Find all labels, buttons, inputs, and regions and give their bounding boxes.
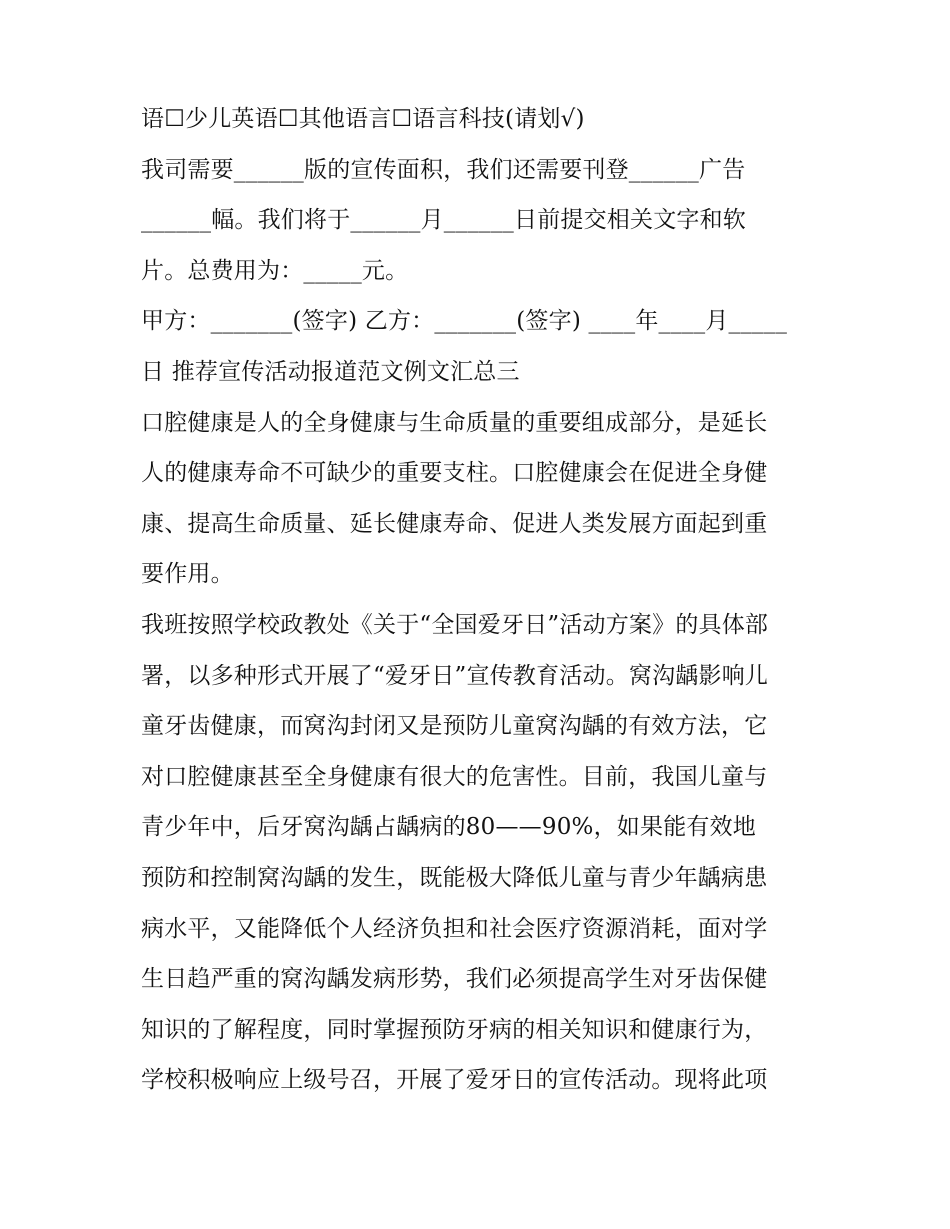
section-heading: 日 推荐宣传活动报道范文例文汇总三 [141, 358, 520, 385]
text-line: 童牙齿健康，而窝沟封闭又是预防儿童窝沟龋的有效方法，它 [141, 713, 768, 740]
text-line: 学校积极响应上级号召，开展了爱牙日的宣传活动。现将此项 [141, 1067, 768, 1094]
text-line: ______幅。我们将于______月______日前提交相关文字和软 [141, 207, 746, 234]
text-line: 人的健康寿命不可缺少的重要支柱。口腔健康会在促进全身健 [141, 460, 768, 487]
text-line: 要作用。 [141, 561, 234, 588]
text-line: 青少年中，后牙窝沟龋占龋病的80——90%，如果能有效地 [141, 814, 756, 841]
text-line: 康、提高生命质量、延长健康寿命、促进人类发展方面起到重 [141, 510, 768, 537]
document-body [141, 108, 821, 1120]
text-line: 我司需要______版的宣传面积，我们还需要刊登______广告 [141, 156, 746, 183]
text-line: 片。总费用为：_____元。 [141, 257, 409, 284]
text-line: 病水平，又能降低个人经济负担和社会医疗资源消耗，面对学 [141, 915, 768, 942]
text-line: 口腔健康是人的全身健康与生命质量的重要组成部分，是延长 [141, 409, 768, 436]
text-line: 预防和控制窝沟龋的发生，既能极大降低儿童与青少年龋病患 [141, 864, 768, 891]
text-line: 语☐少儿英语☐其他语言☐语言科技(请划√) [141, 106, 585, 132]
text-line: 知识的了解程度，同时掌握预防牙病的相关知识和健康行为， [141, 1016, 768, 1043]
signature-line: 甲方：_______(签字) 乙方：_______(签字) ____年____月_____ [141, 308, 788, 335]
text-line: 我班按照学校政教处《关于“全国爱牙日”活动方案》的具体部 [141, 611, 769, 638]
text-line: 署，以多种形式开展了“爱牙日”宣传教育活动。窝沟龋影响儿 [141, 662, 769, 689]
text-line: 生日趋严重的窝沟龋发病形势，我们必须提高学生对牙齿保健 [141, 966, 768, 993]
text-line: 对口腔健康甚至全身健康有很大的危害性。目前，我国儿童与 [141, 763, 768, 790]
